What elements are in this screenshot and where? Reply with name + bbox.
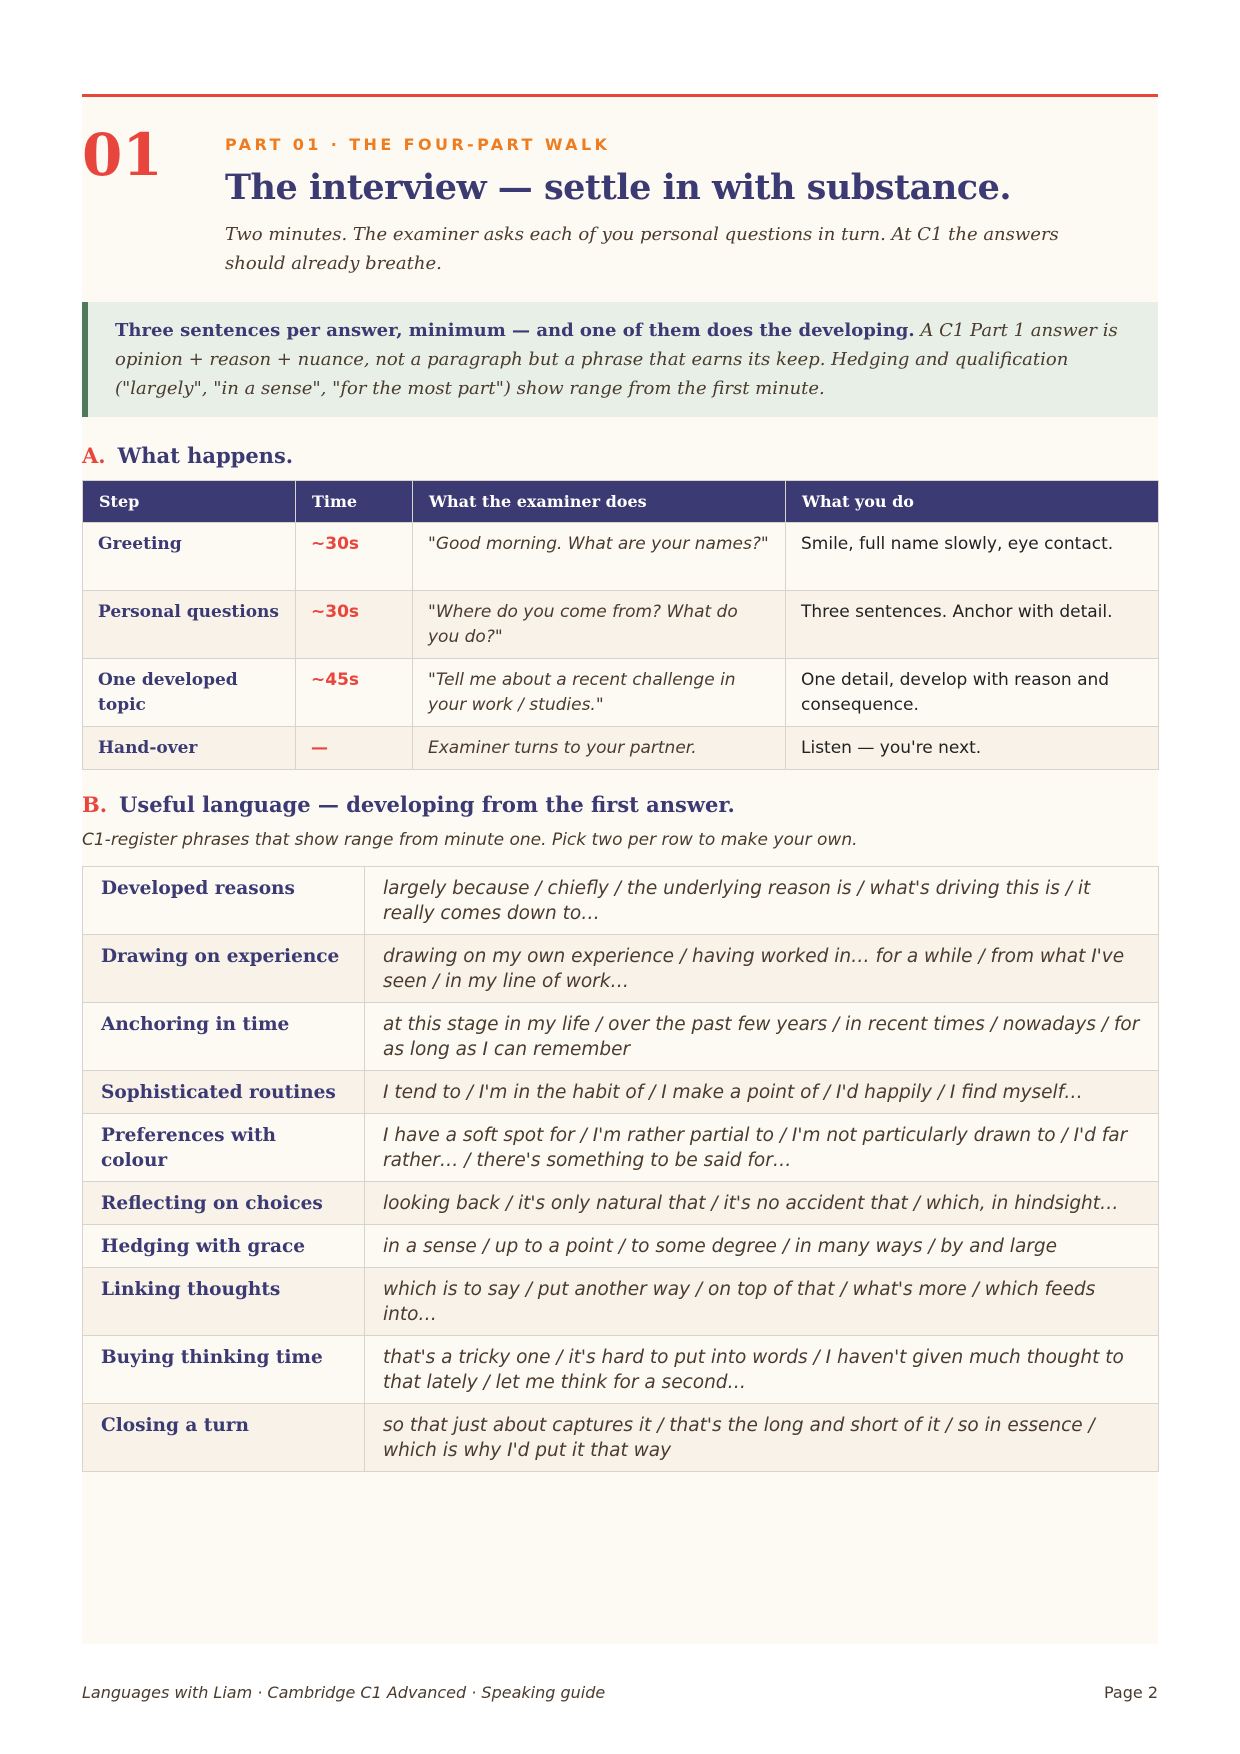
phrases-cell: which is to say / put another way / on top of that / what's more / which feeds into… — [365, 1268, 1159, 1336]
table-row — [83, 1003, 1159, 1071]
part-number: 01 — [82, 121, 163, 189]
what-happens-table — [82, 480, 1159, 770]
phrases-cell: at this stage in my life / over the past few years / in recent times / nowadays / for as long as I can remember — [365, 1003, 1159, 1071]
footer-source: Languages with Liam · Cambridge C1 Advanced · Speaking guide — [82, 1683, 606, 1702]
phrases-cell: I have a soft spot for / I'm rather partial to / I'm not particularly drawn to / I'd far rather… / there's something to be said for… — [365, 1114, 1159, 1182]
category-cell: Anchoring in time — [83, 1003, 365, 1071]
column-header-time: Time — [296, 481, 413, 523]
section-b-title: Useful language — developing from the first answer. — [119, 792, 735, 817]
part-eyebrow: PART 01 · THE FOUR-PART WALK — [225, 135, 611, 154]
you-cell: One detail, develop with reason and consequence. — [786, 659, 1159, 727]
table-row — [83, 1336, 1159, 1404]
you-cell: Three sentences. Anchor with detail. — [786, 591, 1159, 659]
step-cell: One developed topic — [83, 659, 296, 727]
column-header-step: Step — [83, 481, 296, 523]
you-cell: Smile, full name slowly, eye contact. — [786, 523, 1159, 591]
time-cell: — — [296, 727, 413, 770]
section-a-heading — [82, 443, 293, 468]
category-cell: Linking thoughts — [83, 1268, 365, 1336]
callout-body: A C1 Part 1 answer is opinion + reason + nuance, not a paragraph but a phrase that earns its keep. Hedging and qualification ("largely", "in a sense", "for the most part") show range from the first minute. — [115, 320, 1118, 399]
table-row — [83, 523, 1159, 591]
time-cell: ~30s — [296, 523, 413, 591]
section-b-intro: C1-register phrases that show range from minute one. Pick two per row to make your own. — [82, 830, 858, 850]
category-cell: Buying thinking time — [83, 1336, 365, 1404]
table-row — [83, 591, 1159, 659]
top-rule — [82, 94, 1158, 97]
time-cell: ~30s — [296, 591, 413, 659]
table-row — [83, 727, 1159, 770]
table-row — [83, 1071, 1159, 1114]
table-row — [83, 935, 1159, 1003]
category-cell: Reflecting on choices — [83, 1182, 365, 1225]
section-a-title: What happens. — [117, 443, 294, 468]
useful-language-table — [82, 866, 1159, 1472]
table-row — [83, 1268, 1159, 1336]
tip-callout — [82, 302, 1158, 417]
category-cell: Drawing on experience — [83, 935, 365, 1003]
table-row — [83, 659, 1159, 727]
table-row — [83, 1404, 1159, 1472]
table-header-row — [83, 481, 1159, 523]
table-row — [83, 867, 1159, 935]
page-title: The interview — settle in with substance. — [225, 167, 1012, 208]
page-number: Page 2 — [1104, 1683, 1158, 1702]
category-cell: Preferences with colour — [83, 1114, 365, 1182]
examiner-cell: Examiner turns to your partner. — [413, 727, 786, 770]
step-cell: Greeting — [83, 523, 296, 591]
phrases-cell: looking back / it's only natural that / it's no accident that / which, in hindsight… — [365, 1182, 1159, 1225]
category-cell: Hedging with grace — [83, 1225, 365, 1268]
section-a-letter: A. — [82, 443, 106, 468]
step-cell: Personal questions — [83, 591, 296, 659]
category-cell: Sophisticated routines — [83, 1071, 365, 1114]
table-row — [83, 1225, 1159, 1268]
phrases-cell: so that just about captures it / that's the long and short of it / so in essence / which is why I'd put it that way — [365, 1404, 1159, 1472]
examiner-cell: "Good morning. What are your names?" — [413, 523, 786, 591]
intro-text: Two minutes. The examiner asks each of you personal questions in turn. At C1 the answers should already breathe. — [225, 224, 1059, 274]
category-cell: Closing a turn — [83, 1404, 365, 1472]
section-b-heading — [82, 792, 735, 817]
phrases-cell: in a sense / up to a point / to some degree / in many ways / by and large — [365, 1225, 1159, 1268]
column-header-you: What you do — [786, 481, 1159, 523]
phrases-cell: I tend to / I'm in the habit of / I make a point of / I'd happily / I find myself… — [365, 1071, 1159, 1114]
examiner-cell: "Tell me about a recent challenge in your work / studies." — [413, 659, 786, 727]
callout-strong: Three sentences per answer, minimum — and one of them does the developing. — [115, 320, 915, 341]
you-cell: Listen — you're next. — [786, 727, 1159, 770]
time-cell: ~45s — [296, 659, 413, 727]
table-row — [83, 1182, 1159, 1225]
phrases-cell: largely because / chiefly / the underlying reason is / what's driving this is / it really comes down to… — [365, 867, 1159, 935]
examiner-cell: "Where do you come from? What do you do?" — [413, 591, 786, 659]
section-b-letter: B. — [82, 792, 108, 817]
category-cell: Developed reasons — [83, 867, 365, 935]
phrases-cell: that's a tricky one / it's hard to put into words / I haven't given much thought to that lately / let me think for a second… — [365, 1336, 1159, 1404]
column-header-examiner: What the examiner does — [413, 481, 786, 523]
table-row — [83, 1114, 1159, 1182]
step-cell: Hand-over — [83, 727, 296, 770]
phrases-cell: drawing on my own experience / having worked in… for a while / from what I've seen / in my line of work… — [365, 935, 1159, 1003]
